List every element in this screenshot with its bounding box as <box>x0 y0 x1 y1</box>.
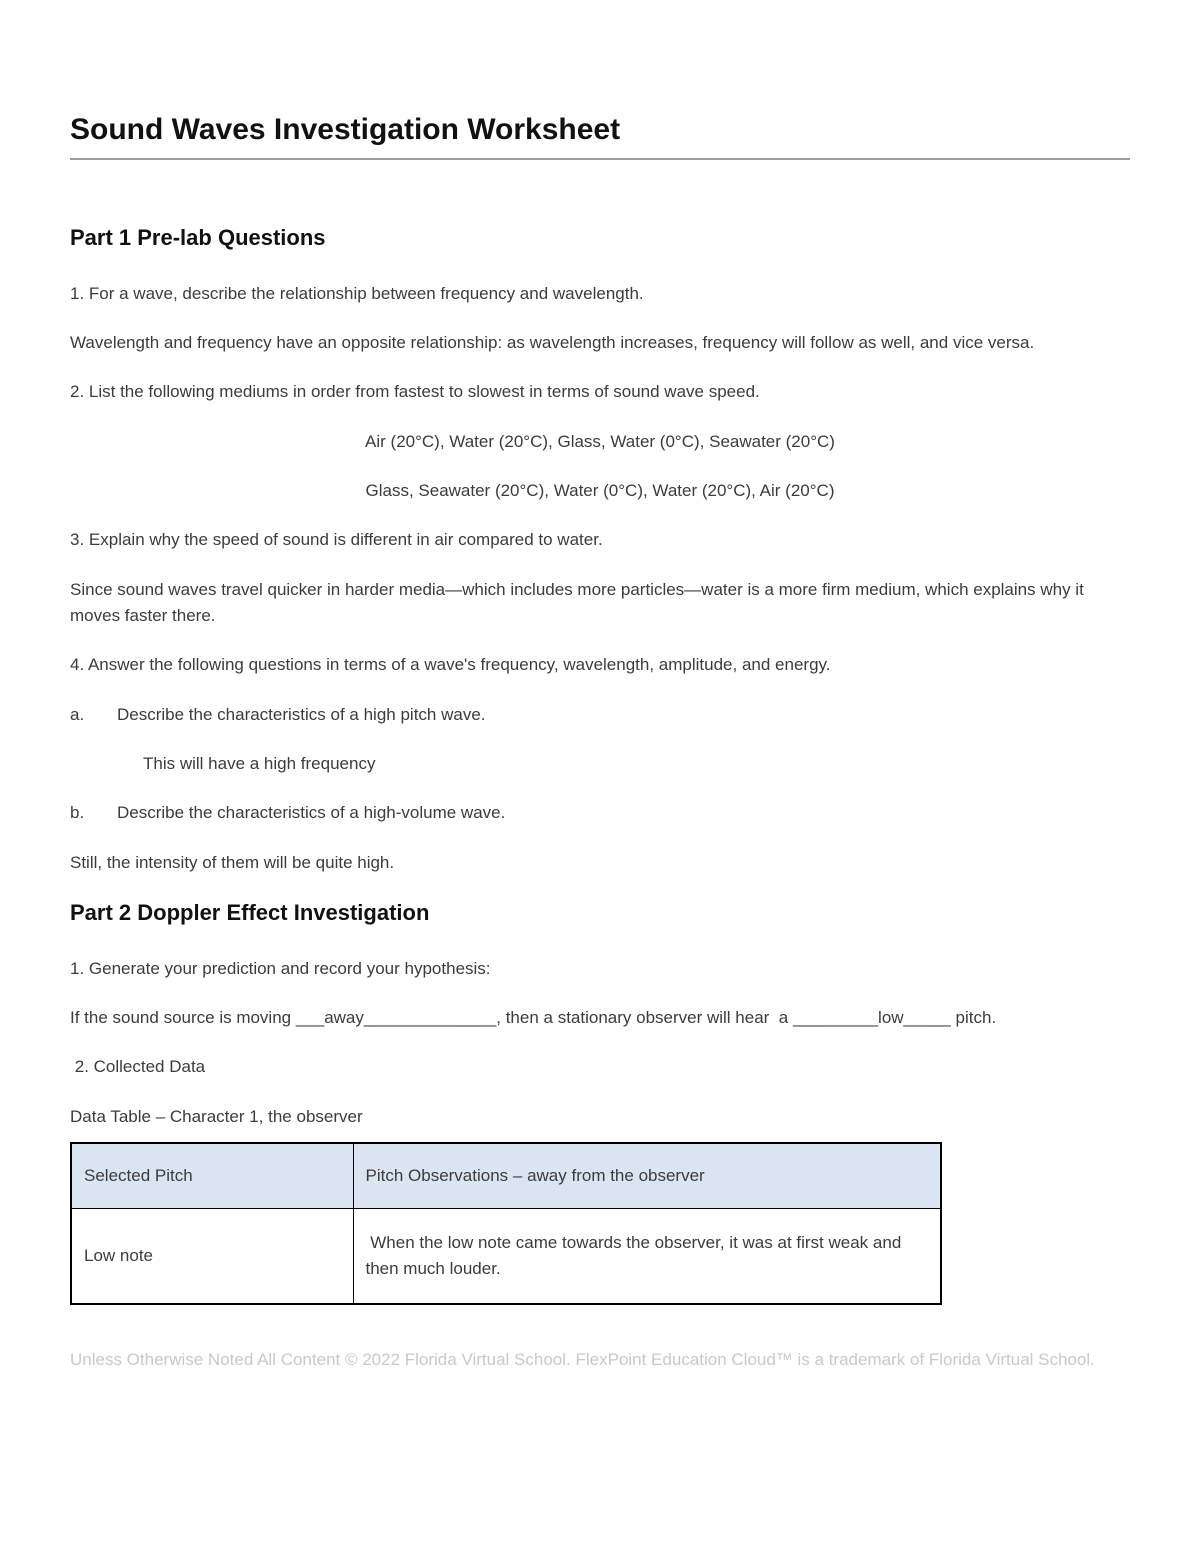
table-header-observations: Pitch Observations – away from the observer <box>353 1143 941 1209</box>
part2-question-2: 2. Collected Data <box>70 1057 206 1077</box>
copyright-footer: Unless Otherwise Noted All Content © 2022 Florida Virtual School. FlexPoint Education Cloud™ is a trademark of Florida Virtual School. <box>70 1350 1095 1370</box>
part1-question-2: 2. List the following mediums in order from fastest to slowest in terms of sound wave speed. <box>70 382 760 402</box>
part1-question-4b <box>70 800 1130 826</box>
table-header-selected-pitch: Selected Pitch <box>71 1143 353 1209</box>
table-header-row <box>71 1143 941 1209</box>
part1-question-1: 1. For a wave, describe the relationship between frequency and wavelength. <box>70 283 644 303</box>
part1-answer-4b: Still, the intensity of them will be quite high. <box>70 852 395 872</box>
question-4b-letter: b. <box>70 803 85 823</box>
part1-question-2-given-list: Air (20°C), Water (20°C), Glass, Water (0°C), Seawater (20°C) <box>365 431 835 451</box>
part2-hypothesis: If the sound source is moving ___away______________, then a stationary observer will hear a _________low_____ pitch. <box>70 1008 997 1027</box>
part1-question-4: 4. Answer the following questions in terms of a wave's frequency, wavelength, amplitude, and energy. <box>70 655 831 675</box>
table-cell-observation: When the low note came towards the observer, it was at first weak and then much louder. <box>353 1209 941 1305</box>
data-table-caption: Data Table – Character 1, the observer <box>70 1106 363 1126</box>
part2-question-1: 1. Generate your prediction and record your hypothesis: <box>70 958 491 978</box>
part1-question-4a <box>70 702 1130 728</box>
part1-answer-2: Glass, Seawater (20°C), Water (0°C), Water (20°C), Air (20°C) <box>365 480 835 500</box>
question-4a-text: Describe the characteristics of a high pitch wave. <box>117 704 486 724</box>
part1-answer-4a: This will have a high frequency <box>143 754 376 774</box>
part1-question-3: 3. Explain why the speed of sound is different in air compared to water. <box>70 530 603 550</box>
page-title: Sound Waves Investigation Worksheet <box>70 112 1130 160</box>
part1-answer-3: Since sound waves travel quicker in harder media—which includes more particles—water is a more firm medium, which explains why it moves faster there. <box>70 579 1084 625</box>
part2-heading: Part 2 Doppler Effect Investigation <box>70 900 430 926</box>
part1-answer-1: Wavelength and frequency have an opposite relationship: as wavelength increases, frequency will follow as well, and vice versa. <box>70 332 1035 352</box>
data-table <box>70 1142 942 1305</box>
question-4a-letter: a. <box>70 704 85 724</box>
part1-heading: Part 1 Pre-lab Questions <box>70 225 326 250</box>
table-cell-selected-pitch: Low note <box>71 1209 353 1305</box>
question-4b-text: Describe the characteristics of a high-volume wave. <box>117 803 506 823</box>
table-row <box>71 1209 941 1305</box>
